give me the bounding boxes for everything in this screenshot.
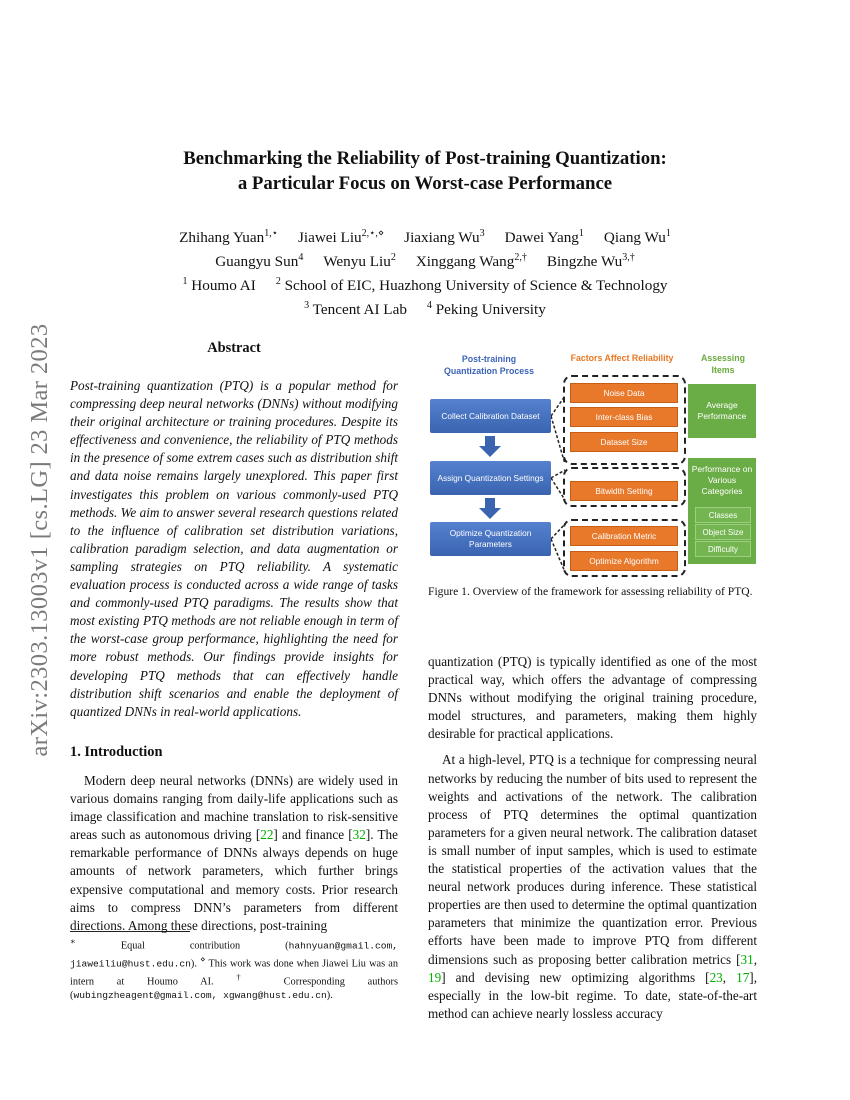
author: Xinggang Wang$^{2,\dagger}$ <box>415 252 527 271</box>
author: Dawei Yang$^1$ <box>504 228 584 247</box>
affiliation-line-2: $^3$ Tencent AI Lab $^4$ Peking University <box>304 300 546 319</box>
email-addresses: wubingzheagent@gmail.com, xgwang@hust.edu.cn <box>73 989 327 1001</box>
assess-item-classes: Classes <box>695 507 751 523</box>
footnote-divider <box>70 931 190 932</box>
column-heading-ptq-process: Post-training Quantization Process <box>444 354 534 376</box>
assess-performance-categories: Performance on Various Categories <box>688 458 756 564</box>
author: Bingzhe $Wu^{3,\dagger}$ <box>546 252 635 271</box>
down-arrow-icon <box>479 436 501 458</box>
step-collect-calibration-dataset: Collect Calibration Dataset <box>430 399 551 433</box>
author: Jiawei Liu$^{2,⋆,⋄}$ <box>297 228 385 247</box>
step-assign-quantization-settings: Assign Quantization Settings <box>430 461 551 495</box>
assess-average-performance: Average Performance <box>688 384 756 438</box>
factor-optimize-algorithm: Optimize Algorithm <box>570 551 678 571</box>
paragraph: quantization (PTQ) is typically identified as one of the most practical way, which offers the advantage of compressing DNNs without modifying the original training procedure, model structures, and parameters, making them highly desirable for practical applications. <box>428 654 757 742</box>
paper-title <box>100 146 750 196</box>
footnote: ∗ Equal contribution (hahnyuan@gmail.com, jiaweiliu@hust.edu.cn). ⋄ This work was done when Jiawei Liu was an intern at Houmo AI. † Corresponding authors (wubingzheagent@gmail.com, xgwang@hust.edu.cn). <box>70 936 399 1001</box>
figure-1-caption: Figure 1. Overview of the framework for assessing reliability of PTQ. <box>428 585 753 598</box>
step-optimize-quantization-parameters: Optimize Quantization Parameters <box>430 522 551 556</box>
citation-link[interactable]: 22 <box>260 827 274 843</box>
author: Zhihang Yuan$^{1,⋆}$ <box>179 228 278 247</box>
column-heading-factors: Factors Affect Reliability <box>570 353 674 363</box>
assess-item-difficulty: Difficulty <box>695 541 751 557</box>
title-line-1: Benchmarking the Reliability of Post-training Quantization: <box>183 148 667 169</box>
citation-link[interactable]: 17 <box>736 969 750 985</box>
arxiv-sidebar-stamp: arXiv:2303.13003v1 [cs.LG] 23 Mar 2023 <box>26 323 53 757</box>
citation-link[interactable]: 31 <box>740 951 754 967</box>
author-block <box>100 224 750 320</box>
author: Qiang Wu$^1$ <box>603 228 671 247</box>
citation-link[interactable]: 32 <box>352 827 366 843</box>
factor-bitwidth-setting: Bitwidth Setting <box>570 481 678 501</box>
down-arrow-icon <box>479 498 501 520</box>
citation-link[interactable]: 19 <box>428 969 442 985</box>
author: Wenyu Liu$^2$ <box>323 252 396 271</box>
paragraph: At a high-level, PTQ is a technique for compressing neural networks by reducing the number of bits used to represent the weights and activations of the network. The calibration process of PTQ determines the optimal quantization parameters for a given neural network. The calibration dataset is small number of input samples, which is used to estimate the statistical properties of the activation values that the neural network produces during inference. These statistical properties are then used to determine the optimal quantization parameters that minimize the quantization error. Previous efforts have been made to improve PTQ from different dimensions such as proposing better calibration metrics [31, 19] and devising new optimizing algorithms [23, 17], especially in the low-bit regime. To date, state-of-the-art method can achieve nearly lossless accuracy <box>428 752 757 1021</box>
author-line-1 <box>100 224 750 248</box>
introduction-heading: 1. Introduction <box>70 744 163 760</box>
author: Jiaxiang Wu$^3$ <box>404 228 485 247</box>
factor-noise-data: Noise Data <box>570 383 678 403</box>
factor-inter-class-bias: Inter-class Bias <box>570 407 678 427</box>
title-line-2: a Particular Focus on Worst-case Performance <box>237 173 613 194</box>
author-line-2 <box>100 248 750 272</box>
abstract-heading: Abstract <box>207 340 261 356</box>
citation-link[interactable]: 23 <box>709 969 723 985</box>
email-addresses: hahnyuan@gmail.com, jiaweiliu@hust.edu.cn <box>70 940 398 970</box>
assess-item-object-size: Object Size <box>695 524 751 540</box>
column-heading-assessing: Assessing Items <box>700 353 745 375</box>
factor-calibration-metric: Calibration Metric <box>570 526 678 546</box>
introduction-paragraph: Modern deep neural networks (DNNs) are widely used in various domains ranging from daily-life applications such as image classification and machine translation to risk-sensitive areas such as autonomous driving [22] and finance [32]. The remarkable performance of DNNs always depends on huge amounts of network parameters, which further brings expensive computational and memory costs. Prior research aims to compress DNN’s parameters from different directions. Among these directions, post-training <box>70 773 398 933</box>
figure-1-diagram <box>428 346 760 576</box>
author: Guangyu Sun$^4$ <box>215 252 304 271</box>
abstract-text: Post-training quantization (PTQ) is a popular method for compressing deep neural networks (DNNs) without modifying their original architecture or training procedures. Despite its effectiveness and convenience, the reliability of PTQ methods in the presence of some extrem cases such as distribution shift and data noise remains largely unexplored. This paper first investigates this problem on various commonly-used PTQ methods. We aim to answer several research questions related to the influence of calibration set distribution variations, calibration paradigm selection, and data augmentation or sampling strategies on PTQ reliability. A systematic evaluation process is conducted across a wide range of tasks and commonly-used PTQ paradigms. The results show that most existing PTQ methods are not reliable enough in term of the worst-case group performance, highlighting the need for more robust methods. Our findings provide insights for developing PTQ methods that can effectively handle distribution shift scenarios and enable the deployment of quantized DNNs in real-world applications. <box>70 378 398 719</box>
right-column-text <box>428 653 757 1023</box>
factor-dataset-size: Dataset Size <box>570 432 678 452</box>
affiliation-line-1: $^1$ Houmo AI $^2$ School of EIC, Huazhong University of Science & Technology <box>182 276 668 295</box>
